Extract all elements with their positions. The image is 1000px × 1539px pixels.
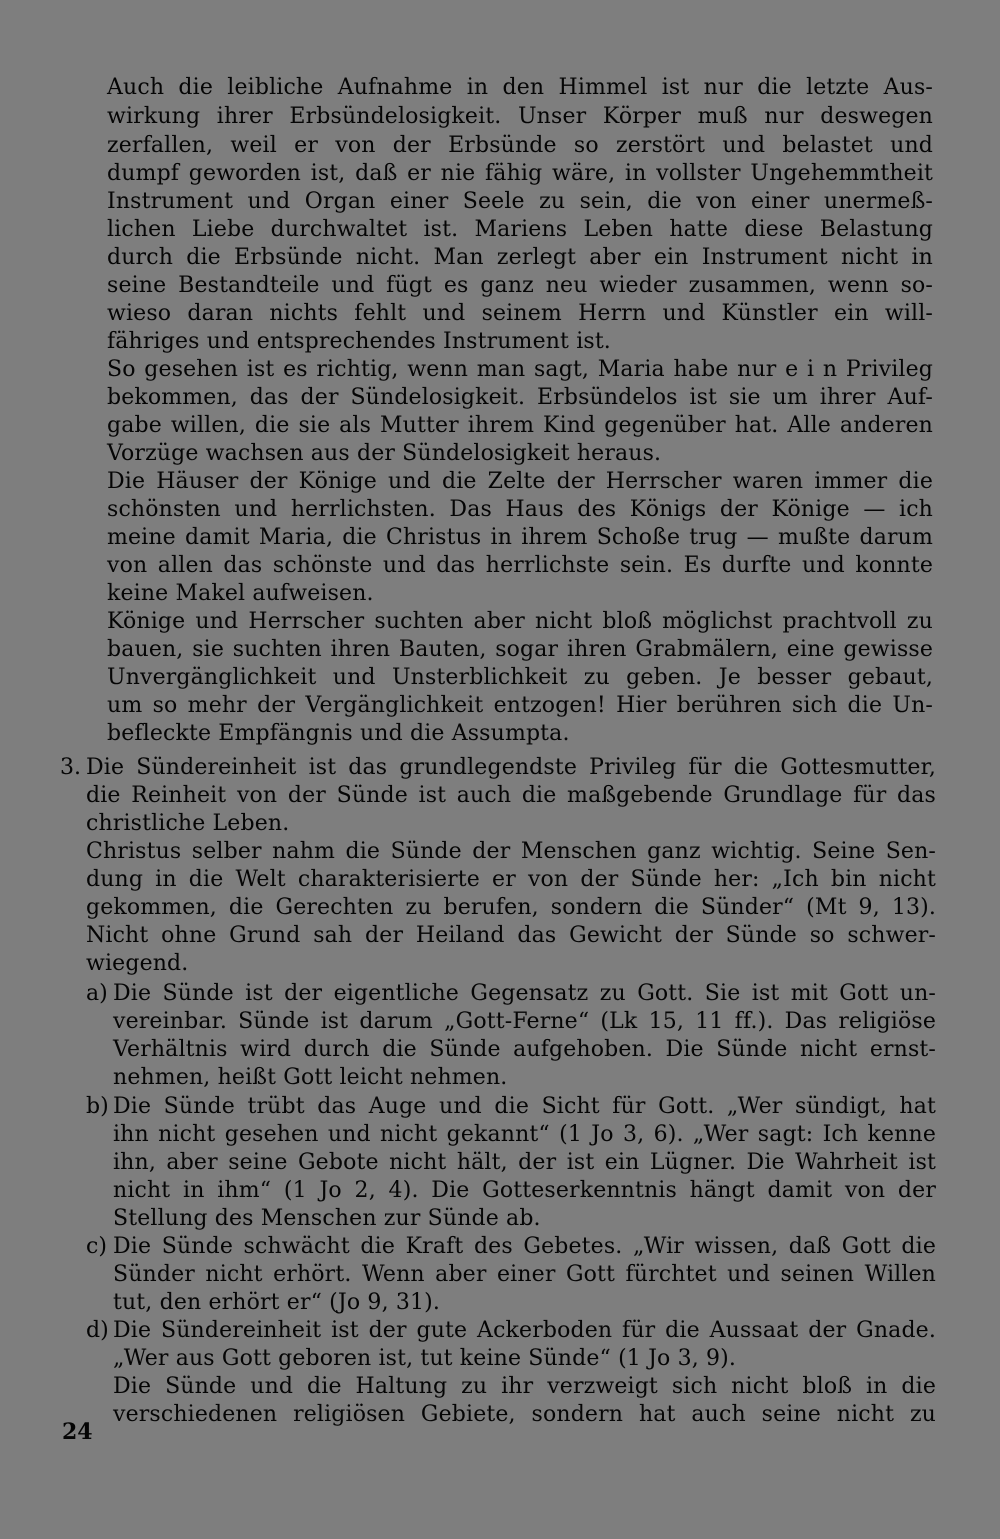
text-line: vereinbar. Sünde ist darum „Gott-Ferne“ (Lk 15, 11 ff.). Das religiöse <box>113 1009 936 1034</box>
text-line: bauen, sie suchten ihren Bauten, sogar ihren Grabmälern, eine gewisse <box>107 637 933 662</box>
text-line: gabe willen, die sie als Mutter ihrem Kind gegenüber hat. Alle anderen <box>107 413 933 438</box>
text-line: Unvergänglichkeit und Unsterblichkeit zu geben. Je besser gebaut, <box>107 665 933 690</box>
text-line: um so mehr der Vergänglichkeit entzogen! Hier berühren sich die Un- <box>107 693 933 718</box>
page-number: 24 <box>62 1419 93 1445</box>
text-line: die Reinheit von der Sünde ist auch die maßgebende Grundlage für das <box>86 783 936 808</box>
text-line: fähriges und entsprechendes Instrument ist. <box>107 329 611 354</box>
text-line: tut, den erhört er“ (Jo 9, 31). <box>113 1290 441 1315</box>
text-line: Nicht ohne Grund sah der Heiland das Gewicht der Sünde so schwer- <box>86 923 936 948</box>
text-line: nehmen, heißt Gott leicht nehmen. <box>113 1065 508 1090</box>
text-line: nicht in ihm“ (1 Jo 2, 4). Die Gotteserkenntnis hängt damit von der <box>113 1178 936 1203</box>
text-line: Die Sündereinheit ist das grundlegendste Privileg für die Gottesmutter, <box>86 755 936 780</box>
text-line: zerfallen, weil er von der Erbsünde so zerstört und belastet und <box>107 133 933 158</box>
text-line: So gesehen ist es richtig, wenn man sagt, Maria habe nur e i n Privileg <box>107 357 933 382</box>
text-line: Die Sünde und die Haltung zu ihr verzweigt sich nicht bloß in die <box>113 1374 936 1399</box>
list-item-label: b) <box>86 1094 109 1119</box>
text-line: Die Sünde schwächt die Kraft des Gebetes. „Wir wissen, daß Gott die <box>113 1234 936 1259</box>
text-line: Auch die leibliche Aufnahme in den Himmel ist nur die letzte Aus- <box>107 75 933 100</box>
text-line: dung in die Welt charakterisierte er von der Sünde her: „Ich bin nicht <box>86 867 936 892</box>
text-line: wieso daran nichts fehlt und seinem Herrn und Künstler ein will- <box>107 301 933 326</box>
text-line: bekommen, das der Sündelosigkeit. Erbsündelos ist sie um ihrer Auf- <box>107 385 933 410</box>
text-line: von allen das schönste und das herrlichste sein. Es durfte und konnte <box>107 553 933 578</box>
text-line: Die Häuser der Könige und die Zelte der Herrscher waren immer die <box>107 469 933 494</box>
text-line: Verhältnis wird durch die Sünde aufgehoben. Die Sünde nicht ernst- <box>113 1037 936 1062</box>
text-line: dumpf geworden ist, daß er nie fähig wäre, in vollster Ungehemmtheit <box>107 161 933 186</box>
text-line: Christus selber nahm die Sünde der Menschen ganz wichtig. Seine Sen- <box>86 839 936 864</box>
text-line: Könige und Herrscher suchten aber nicht bloß möglichst prachtvoll zu <box>107 609 933 634</box>
text-line: christliche Leben. <box>86 811 290 836</box>
text-line: befleckte Empfängnis und die Assumpta. <box>107 721 570 746</box>
text-line: „Wer aus Gott geboren ist, tut keine Sünde“ (1 Jo 3, 9). <box>113 1346 737 1371</box>
text-line: Die Sündereinheit ist der gute Ackerboden für die Aussaat der Gnade. <box>113 1318 936 1343</box>
section-number: 3. <box>60 755 81 780</box>
text-line: schönsten und herrlichsten. Das Haus des Königs der Könige — ich <box>107 497 933 522</box>
text-line: Instrument und Organ einer Seele zu sein, die von einer unermeß- <box>107 189 933 214</box>
text-line: lichen Liebe durchwaltet ist. Mariens Leben hatte diese Belastung <box>107 217 933 242</box>
text-line: gekommen, die Gerechten zu berufen, sondern die Sünder“ (Mt 9, 13). <box>86 895 936 920</box>
text-line: Sünder nicht erhört. Wenn aber einer Gott fürchtet und seinen Willen <box>113 1262 936 1287</box>
text-line: Die Sünde ist der eigentliche Gegensatz zu Gott. Sie ist mit Gott un- <box>113 981 936 1006</box>
list-item-label: d) <box>86 1318 109 1343</box>
text-line: keine Makel aufweisen. <box>107 581 374 606</box>
text-line: wirkung ihrer Erbsündelosigkeit. Unser Körper muß nur deswegen <box>107 104 933 129</box>
list-item-label: c) <box>86 1234 107 1259</box>
text-line: verschiedenen religiösen Gebiete, sondern hat auch seine nicht zu <box>113 1402 936 1427</box>
list-item-label: a) <box>86 981 108 1006</box>
text-line: meine damit Maria, die Christus in ihrem Schoße trug — mußte darum <box>107 525 933 550</box>
text-line: Vorzüge wachsen aus der Sündelosigkeit heraus. <box>107 441 662 466</box>
text-line: Die Sünde trübt das Auge und die Sicht für Gott. „Wer sündigt, hat <box>113 1094 936 1119</box>
text-line: seine Bestandteile und fügt es ganz neu wieder zusammen, wenn so- <box>107 273 933 298</box>
text-line: wiegend. <box>86 951 189 976</box>
text-line: Stellung des Menschen zur Sünde ab. <box>113 1206 541 1231</box>
text-line: ihn, aber seine Gebote nicht hält, der ist ein Lügner. Die Wahrheit ist <box>113 1150 936 1175</box>
text-line: durch die Erbsünde nicht. Man zerlegt aber ein Instrument nicht in <box>107 245 933 270</box>
text-line: ihn nicht gesehen und nicht gekannt“ (1 Jo 3, 6). „Wer sagt: Ich kenne <box>113 1122 936 1147</box>
